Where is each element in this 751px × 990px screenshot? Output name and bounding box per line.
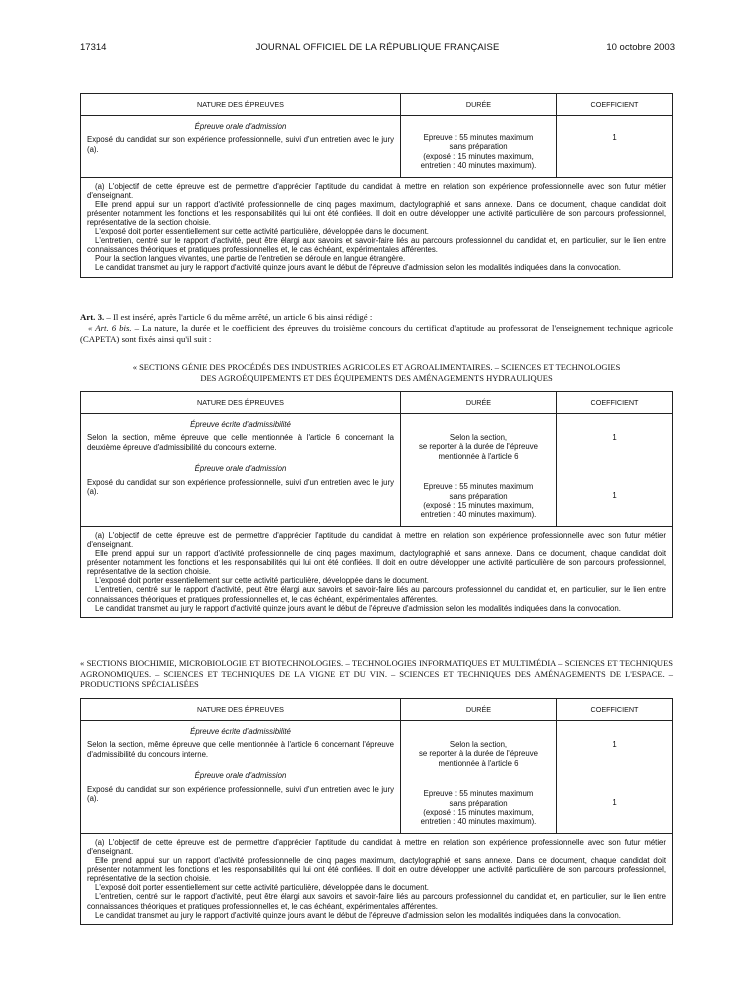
duree-cell [401,116,557,178]
table-header-row [81,94,673,116]
duree-line: sans préparation [449,142,508,152]
epreuve-orale-title: Épreuve orale d'admission [194,122,287,131]
col-duree-header: DURÉE [401,699,557,721]
note-p3: L'exposé doit porter essentiellement sur cette activité particulière, développée dans le document. [95,227,429,237]
nature-cell [81,414,401,527]
duree-line: Selon la section, [449,433,508,442]
note-p6: Le candidat transmet au jury le rapport d'activité quinze jours avant le début de l'épreuve d'admission selon les modalités indiquées dans la convocation. [95,910,621,920]
nature-cell [81,116,401,178]
note-p6: Le candidat transmet au jury le rapport d'activité quinze jours avant le début de l'épreuve d'admission selon les modalités indiquées dans la convocation. [95,603,621,613]
epreuve-ecrite-desc: Selon la section, même épreuve que celle mentionnée à l'article 6 concernant l'épreuve d'admissibilité du concours interne. [87,740,394,759]
section-1-line-2: DES AGROÉQUIPEMENTS ET DES ÉQUIPEMENTS DES AMÉNAGEMENTS HYDRAULIQUES [200,372,553,383]
section-2-text: « SECTIONS BIOCHIMIE, MICROBIOLOGIE ET BIOTECHNOLOGIES. – TECHNOLOGIES INFORMATIQUES ET MULTIMÉDIA – SCIENCES ET TECHNIQUES AGRONOMIQUES. – SCIENCES ET TECHNIQUES DE LA VIGNE ET DU VIN. – SCIENCES ET TECHNIQUES DES AMÉNAGEMENTS DE L'ESPACE. – PRODUCTIONS SPÉCIALISÉES [80,658,673,689]
duree-line: se reporter à la durée de l'épreuve [419,442,538,452]
note-row [81,526,673,617]
section-heading-1 [80,362,673,383]
note-p5: Pour la section langues vivantes, une partie de l'entretien se déroule en langue étrangère. [95,254,406,264]
section-heading-2 [80,658,673,690]
note-p6: Le candidat transmet au jury le rapport d'activité quinze jours avant le début de l'épreuve d'admission selon les modalités indiquées dans la convocation. [95,263,621,273]
footnote-cell [81,833,673,924]
duree-cell [401,414,557,527]
duree-line: entretien : 40 minutes maximum). [420,510,537,520]
epreuve-ecrite-desc: Selon la section, même épreuve que celle mentionnée à l'article 6 concernant la deuxième épreuve d'admissibilité du concours externe. [87,433,394,452]
duree-line: Selon la section, [449,740,508,749]
col-nature-header: NATURE DES ÉPREUVES [81,392,401,414]
table-header-row [81,392,673,414]
col-coefficient-header: COEFFICIENT [557,392,673,414]
article-text: – Il est inséré, après l'article 6 du même arrêté, un article 6 bis ainsi rédigé : [104,312,373,322]
note-p4: L'entretien, centré sur le rapport d'activité, peut être élargi aux savoirs et savoir-faire liés au parcours professionnel du candidat et, en particulier, sur le lien entre connaissances théoriques et pratiques professionnelles et, le cas échéant, expérimentales afférentes. [87,236,666,255]
note-p2: Elle prend appui sur un rapport d'activité professionnelle de cinq pages maximum, dactylographié et sans annexe. Dans ce document, chaque candidat doit présenter notamment les fonctions et les responsabilités qui lui ont été confiées. Il doit en outre développer une activité particulière de son parcours professionnel, représentative de la section choisie. [87,549,666,577]
quote-label: « Art. 6 bis. [88,323,132,333]
note-p3: L'exposé doit porter essentiellement sur cette activité particulière, développée dans le document. [95,883,429,893]
duree-cell [401,721,557,834]
footnote-cell [81,177,673,277]
duree-line: se reporter à la durée de l'épreuve [419,749,538,759]
epreuve-orale-title: Épreuve orale d'admission [194,464,287,474]
table-header-row [81,699,673,721]
epreuve-orale-desc: Exposé du candidat sur son expérience professionnelle, suivi d'un entretien avec le jury (a). [87,477,394,497]
duree-line: entretien : 40 minutes maximum). [420,161,537,171]
coefficient-value: 1 [612,133,617,142]
article-label: Art. 3. [80,312,105,322]
duree-line: mentionnée à l'article 6 [438,451,519,461]
table-row [81,721,673,834]
coefficient-cell [557,721,673,834]
note-p2: Elle prend appui sur un rapport d'activité professionnelle de cinq pages maximum, dactylographié et sans annexe. Dans ce document, chaque candidat doit présenter notamment les fonctions et les responsabilités qui lui ont été confiées. Il doit en outre développer une activité particulière de son parcours professionnel, représentative de la section choisie. [87,856,666,884]
col-nature-header: NATURE DES ÉPREUVES [81,94,401,116]
duree-line: entretien : 40 minutes maximum). [420,817,537,827]
page-number: 17314 [80,42,107,53]
table-row [81,116,673,178]
note-row [81,177,673,277]
exam-table-1 [80,93,673,278]
footnote-cell [81,526,673,617]
section-1-line-1: « SECTIONS GÉNIE DES PROCÉDÉS DES INDUSTRIES AGRICOLES ET AGROALIMENTAIRES. – SCIENCES ET TECHNOLOGIES [132,362,621,372]
epreuve-orale-desc: Exposé du candidat sur son expérience professionnelle, suivi d'un entretien avec le jury (a). [87,135,394,154]
exam-table-3 [80,698,673,925]
quote-text: – La nature, la durée et le coefficient des épreuves du troisième concours du certificat d'aptitude au professorat de l'enseignement technique agricole (CAPETA) sont fixés ainsi qu'il suit : [80,323,673,344]
coefficient-value: 1 [612,740,617,749]
note-p3: L'exposé doit porter essentiellement sur cette activité particulière, développée dans le document. [95,576,429,586]
note-p1: (a) L'objectif de cette épreuve est de permettre d'apprécier l'aptitude du candidat à mettre en relation son expérience professionnelle avec son futur métier d'enseignant. [87,181,666,200]
note-p2: Elle prend appui sur un rapport d'activité professionnelle de cinq pages maximum, dactylographié et sans annexe. Dans ce document, chaque candidat doit présenter notamment les fonctions et les responsabilités qui lui ont été confiées. Il doit en outre développer une activité particulière de son parcours professionnel, représentative de la section choisie. [87,199,666,227]
nature-cell [81,721,401,834]
note-row [81,833,673,924]
epreuve-orale-desc: Exposé du candidat sur son expérience professionnelle, suivi d'un entretien avec le jury (a). [87,784,394,804]
article-3 [80,312,673,345]
duree-line: Epreuve : 55 minutes maximum [423,789,534,799]
col-coefficient-header: COEFFICIENT [557,94,673,116]
coefficient-cell [557,116,673,178]
coefficient-value: 1 [612,798,617,808]
table-row [81,414,673,527]
epreuve-ecrite-title: Épreuve écrite d'admissibilité [190,420,291,429]
duree-line: (exposé : 15 minutes maximum, [423,151,534,161]
coefficient-value: 1 [612,433,617,442]
duree-line: Epreuve : 55 minutes maximum [423,133,534,142]
duree-line: sans préparation [449,491,508,501]
epreuve-ecrite-title: Épreuve écrite d'admissibilité [190,727,291,736]
coefficient-value: 1 [612,491,617,501]
exam-table-2 [80,391,673,618]
note-p4: L'entretien, centré sur le rapport d'activité, peut être élargi aux savoirs et savoir-faire liés au parcours professionnel du candidat et, en particulier, sur le lien entre connaissances théoriques et pratiques professionnelles et, le cas échéant, expérimentales afférentes. [87,585,666,604]
col-nature-header: NATURE DES ÉPREUVES [81,699,401,721]
duree-line: Epreuve : 55 minutes maximum [423,482,534,492]
col-duree-header: DURÉE [401,94,557,116]
page-header [80,42,675,56]
note-p4: L'entretien, centré sur le rapport d'activité, peut être élargi aux savoirs et savoir-faire liés au parcours professionnel du candidat et, en particulier, sur le lien entre connaissances théoriques et pratiques professionnelles et, le cas échéant, expérimentales afférentes. [87,892,666,911]
epreuve-orale-title: Épreuve orale d'admission [194,771,287,781]
coefficient-cell [557,414,673,527]
duree-line: (exposé : 15 minutes maximum, [423,808,534,818]
col-coefficient-header: COEFFICIENT [557,699,673,721]
duree-line: (exposé : 15 minutes maximum, [423,501,534,511]
note-p1: (a) L'objectif de cette épreuve est de permettre d'apprécier l'aptitude du candidat à mettre en relation son expérience professionnelle avec son futur métier d'enseignant. [87,530,666,549]
note-p1: (a) L'objectif de cette épreuve est de permettre d'apprécier l'aptitude du candidat à mettre en relation son expérience professionnelle avec son futur métier d'enseignant. [87,837,666,856]
duree-line: mentionnée à l'article 6 [438,758,519,768]
journal-title: JOURNAL OFFICIEL DE LA RÉPUBLIQUE FRANÇAISE [255,42,500,53]
issue-date: 10 octobre 2003 [606,42,675,53]
duree-line: sans préparation [449,798,508,808]
col-duree-header: DURÉE [401,392,557,414]
